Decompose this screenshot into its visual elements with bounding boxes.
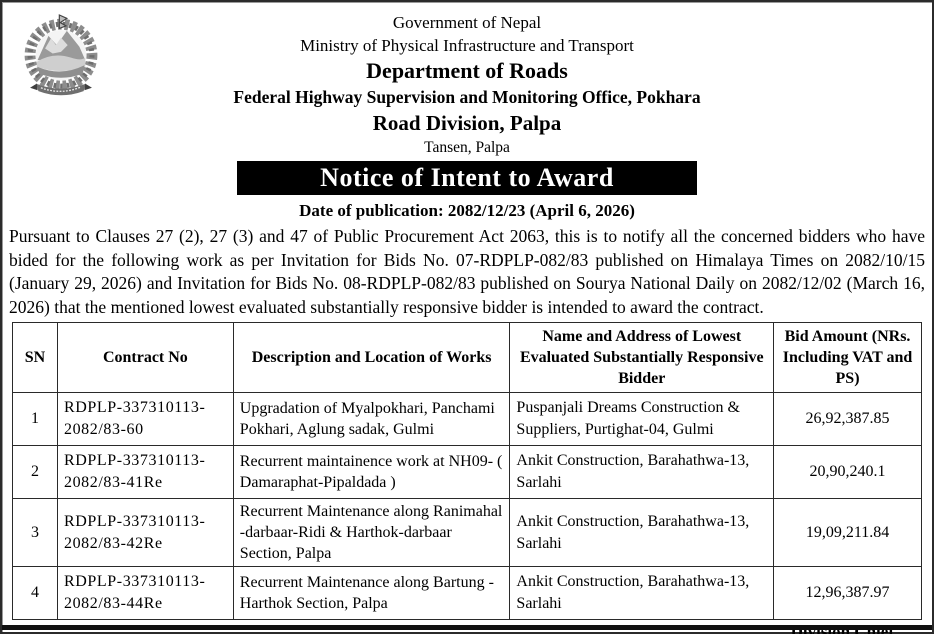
column-header-contract-no: Contract No: [57, 323, 233, 393]
cell-bid-amount: 26,92,387.85: [774, 393, 922, 446]
publication-date: Date of publication: 2082/12/23 (April 6, 2026): [299, 201, 635, 220]
cell-description: Upgradation of Myalpokhari, Panchami Pokhari, Aglung sadak, Gulmi: [233, 393, 510, 446]
page-bottom-divider: [2, 625, 932, 630]
cell-bid-amount: 19,09,211.84: [774, 499, 922, 567]
cell-contract-no: RDPLP-337310113-2082/83-42Re: [57, 499, 233, 567]
notice-paragraph: Pursuant to Clauses 27 (2), 27 (3) and 47 of Public Procurement Act 2063, this is to notify all the concerned bidders who have bided for the following work as per Invitation for Bids No. 07-RDPLP-082/83 published on Himalaya Times on 2082/10/15 (January 29, 2026) and Invitation for Bids No. 08-RDPLP-082/83 published on Sourya National Daily on 2082/12/02 (March 16, 2026) that the mentioned lowest evaluated substantially responsive bidder is intended to award the contract.: [9, 226, 925, 317]
notice-banner: [2, 161, 932, 195]
cell-sn: 2: [13, 446, 58, 499]
cell-description: Recurrent Maintenance along Ranimahal -darbaar-Ridi & Harthok-darbaar Section, Palpa: [233, 499, 510, 567]
column-header-sn: SN: [13, 323, 58, 393]
column-header-bid-amount: Bid Amount (NRs. Including VAT and PS): [774, 323, 922, 393]
cell-bidder: Ankit Construction, Barahathwa-13, Sarlahi: [510, 499, 774, 567]
table-header-row: [13, 323, 922, 393]
cell-sn: 4: [13, 567, 58, 620]
cell-contract-no: RDPLP-337310113-2082/83-60: [57, 393, 233, 446]
header-department: Department of Roads: [366, 58, 568, 83]
award-table: [12, 322, 922, 620]
letterhead: [2, 2, 932, 158]
nepal-government-emblem-icon: [18, 10, 104, 102]
header-ministry: Ministry of Physical Infrastructure and Transport: [300, 36, 634, 55]
cell-sn: 3: [13, 499, 58, 567]
cell-bid-amount: 12,96,387.97: [774, 567, 922, 620]
notice-title: Notice of Intent to Award: [237, 161, 697, 195]
table-row: [13, 446, 922, 499]
header-place: Tansen, Palpa: [424, 139, 510, 156]
table-row: [13, 499, 922, 567]
cell-bidder: Ankit Construction, Barahathwa-13, Sarlahi: [510, 567, 774, 620]
header-office: Federal Highway Supervision and Monitoring Office, Pokhara: [233, 87, 701, 107]
cell-description: Recurrent maintainence work at NH09- ( Damaraphat-Pipaldada ): [233, 446, 510, 499]
table-row: [13, 393, 922, 446]
header-division: Road Division, Palpa: [372, 111, 562, 135]
cell-contract-no: RDPLP-337310113-2082/83-44Re: [57, 567, 233, 620]
cell-description: Recurrent Maintenance along Bartung -Harthok Section, Palpa: [233, 567, 510, 620]
cell-bidder: Ankit Construction, Barahathwa-13, Sarlahi: [510, 446, 774, 499]
cell-bidder: Puspanjali Dreams Construction & Suppliers, Purtighat-04, Gulmi: [510, 393, 774, 446]
cell-bid-amount: 20,90,240.1: [774, 446, 922, 499]
column-header-bidder: Name and Address of Lowest Evaluated Substantially Responsive Bidder: [510, 323, 774, 393]
cell-sn: 1: [13, 393, 58, 446]
table-row: [13, 567, 922, 620]
cell-contract-no: RDPLP-337310113-2082/83-41Re: [57, 446, 233, 499]
header-government: Government of Nepal: [392, 13, 542, 32]
column-header-description: Description and Location of Works: [233, 323, 510, 393]
